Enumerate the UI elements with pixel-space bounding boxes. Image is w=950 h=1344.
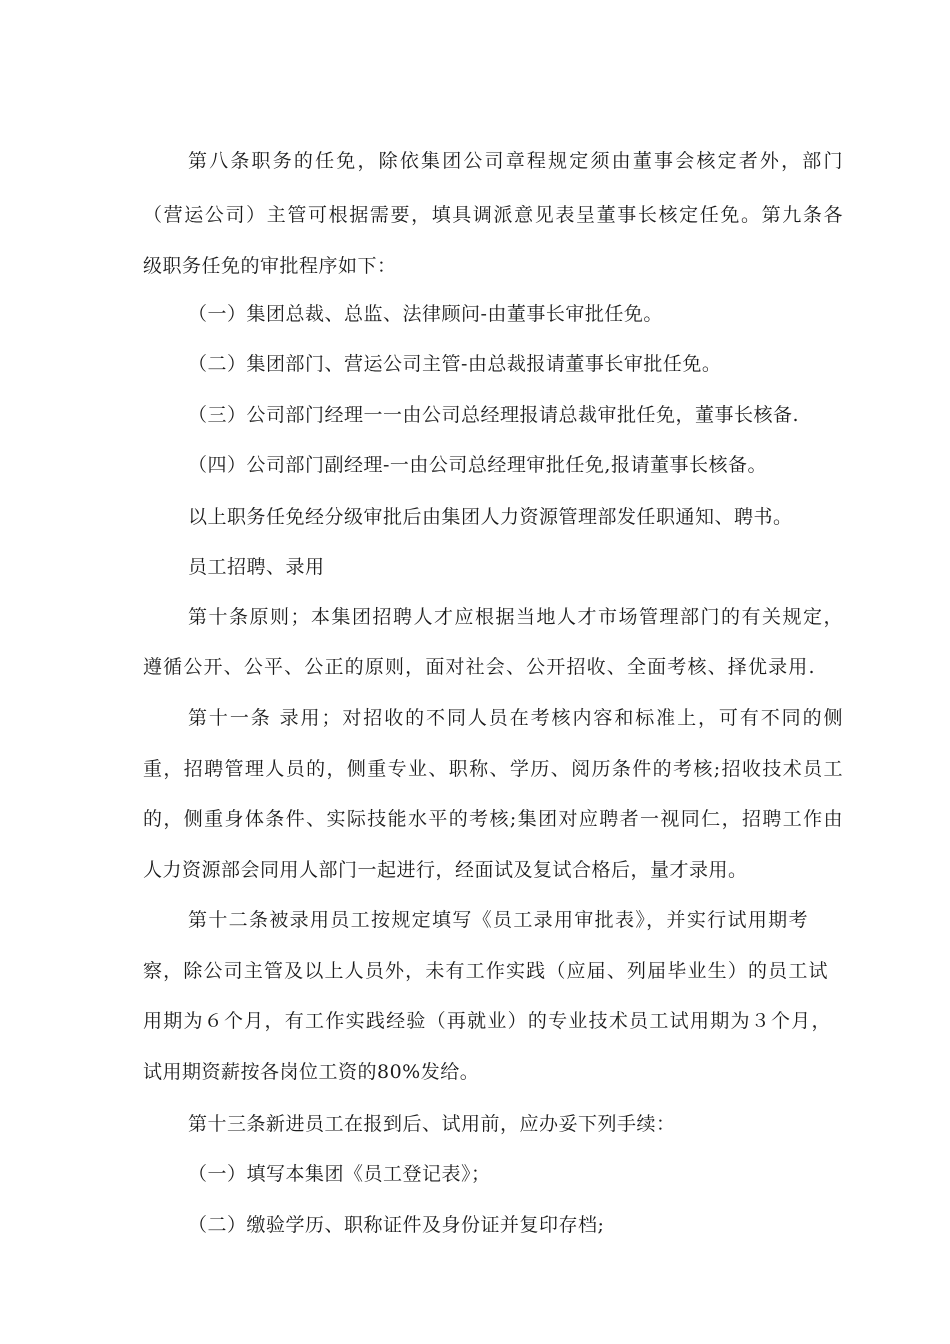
text-line: 的，侧重身体条件、实际技能水平的考核;集团对应聘者一视同仁，招聘工作由 [143, 808, 843, 830]
text-line: 重，招聘管理人员的，侧重专业、职称、学历、阅历条件的考核;招收技术员工 [143, 758, 843, 780]
text-line: 第十一条 录用；对招收的不同人员在考核内容和标准上，可有不同的侧 [188, 707, 843, 729]
text-line: 第十条原则；本集团招聘人才应根据当地人才市场管理部门的有关规定， [188, 606, 843, 628]
text-line: 第八条职务的任免，除依集团公司章程规定须由董事会核定者外，部门 [188, 150, 843, 172]
text-line: 试用期资薪按各岗位工资的80%发给。 [143, 1061, 480, 1083]
text-line: （一）填写本集团《员工登记表》； [188, 1163, 491, 1185]
section-heading: 员工招聘、录用 [188, 556, 325, 578]
text-line: 遵循公开、公平、公正的原则，面对社会、公开招收、全面考核、择优录用. [143, 656, 815, 678]
text-line: 以上职务任免经分级审批后由集团人力资源管理部发任职通知、聘书。 [188, 506, 793, 528]
text-line: （一）集团总裁、总监、法律顾问-由董事长审批任免。 [188, 303, 663, 325]
text-line: 级职务任免的审批程序如下： [143, 255, 397, 277]
text-line: 人力资源部会同用人部门一起进行，经面试及复试合格后，量才录用。 [143, 859, 748, 881]
text-line: （二）集团部门、营运公司主管-由总裁报请董事长审批任免。 [188, 353, 722, 375]
text-line: （三）公司部门经理一一由公司总经理报请总裁审批任免，董事长核备. [188, 404, 800, 426]
text-line: 察，除公司主管及以上人员外，未有工作实践（应届、列届毕业生）的员工试 [143, 960, 828, 982]
text-line: （营运公司）主管可根据需要，填具调派意见表呈董事长核定任免。第九条各 [143, 204, 843, 226]
text-line: 用期为６个月，有工作实践经验（再就业）的专业技术员工试用期为３个月， [143, 1010, 831, 1032]
text-line: 第十三条新进员工在报到后、试用前，应办妥下列手续： [188, 1113, 676, 1135]
text-line: （二）缴验学历、职称证件及身份证并复印存档; [188, 1214, 605, 1236]
text-line: （四）公司部门副经理-一由公司总经理审批任免,报请董事长核备。 [188, 454, 767, 476]
text-line: 第十二条被录用员工按规定填写《员工录用审批表》，并实行试用期考 [188, 909, 808, 931]
